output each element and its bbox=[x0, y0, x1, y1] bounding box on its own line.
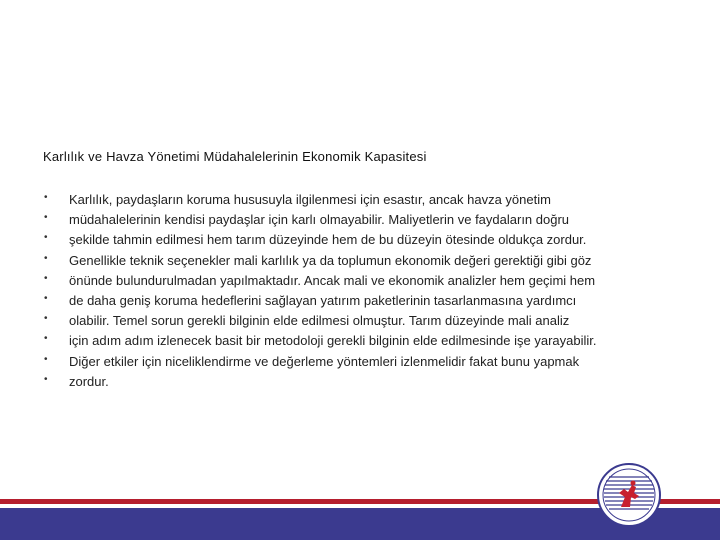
bullet-marker: • bbox=[44, 253, 48, 264]
bullet-marker: • bbox=[44, 232, 48, 243]
slide-title: Karlılık ve Havza Yönetimi Müdahalelerinin Ekonomik Kapasitesi bbox=[43, 149, 427, 164]
bullet-marker: • bbox=[44, 192, 48, 203]
body-line: önünde bulundurulmadan yapılmaktadır. Ancak mali ve ekonomik analizler hem geçimi hem bbox=[69, 272, 596, 288]
body-text bbox=[69, 190, 669, 392]
body-line: Diğer etkiler için niceliklendirme ve değerleme yöntemleri izlenmelidir fakat bunu yapmak bbox=[69, 353, 580, 369]
bullet-marker: • bbox=[44, 374, 48, 385]
body-line: müdahalelerinin kendisi paydaşlar için karlı olmayabilir. Maliyetlerin ve faydaların doğru bbox=[69, 212, 570, 228]
bullet-marker: • bbox=[44, 212, 48, 223]
body-line: Karlılık, paydaşların koruma hususuyla ilgilenmesi için esastır, ancak havza yönetim bbox=[69, 192, 551, 207]
bullet-marker: • bbox=[44, 313, 48, 324]
body-line: de daha geniş koruma hedeflerini sağlayan yatırım paketlerinin tasarlanmasına yardımcı bbox=[69, 293, 577, 309]
university-seal-icon bbox=[597, 463, 661, 527]
body-line: Genellikle teknik seçenekler mali karlılık ya da toplumun ekonomik değeri gerektiği gibi göz bbox=[69, 252, 592, 268]
bullet-marker: • bbox=[44, 293, 48, 304]
bullet-marker: • bbox=[44, 273, 48, 284]
bullet-marker: • bbox=[44, 354, 48, 365]
body-line: olabilir. Temel sorun gerekli bilginin elde edilmesi olmuştur. Tarım düzeyinde mali analiz bbox=[69, 313, 570, 329]
body-line: için adım adım izlenecek basit bir metodoloji gerekli bilginin elde edilmesinde işe yarayabilir. bbox=[69, 333, 597, 349]
bullet-marker: • bbox=[44, 333, 48, 344]
body-line: zordur. bbox=[69, 373, 109, 389]
body-line: şekilde tahmin edilmesi hem tarım düzeyinde hem de bu düzeyin ötesinde oldukça zordur. bbox=[69, 232, 587, 248]
